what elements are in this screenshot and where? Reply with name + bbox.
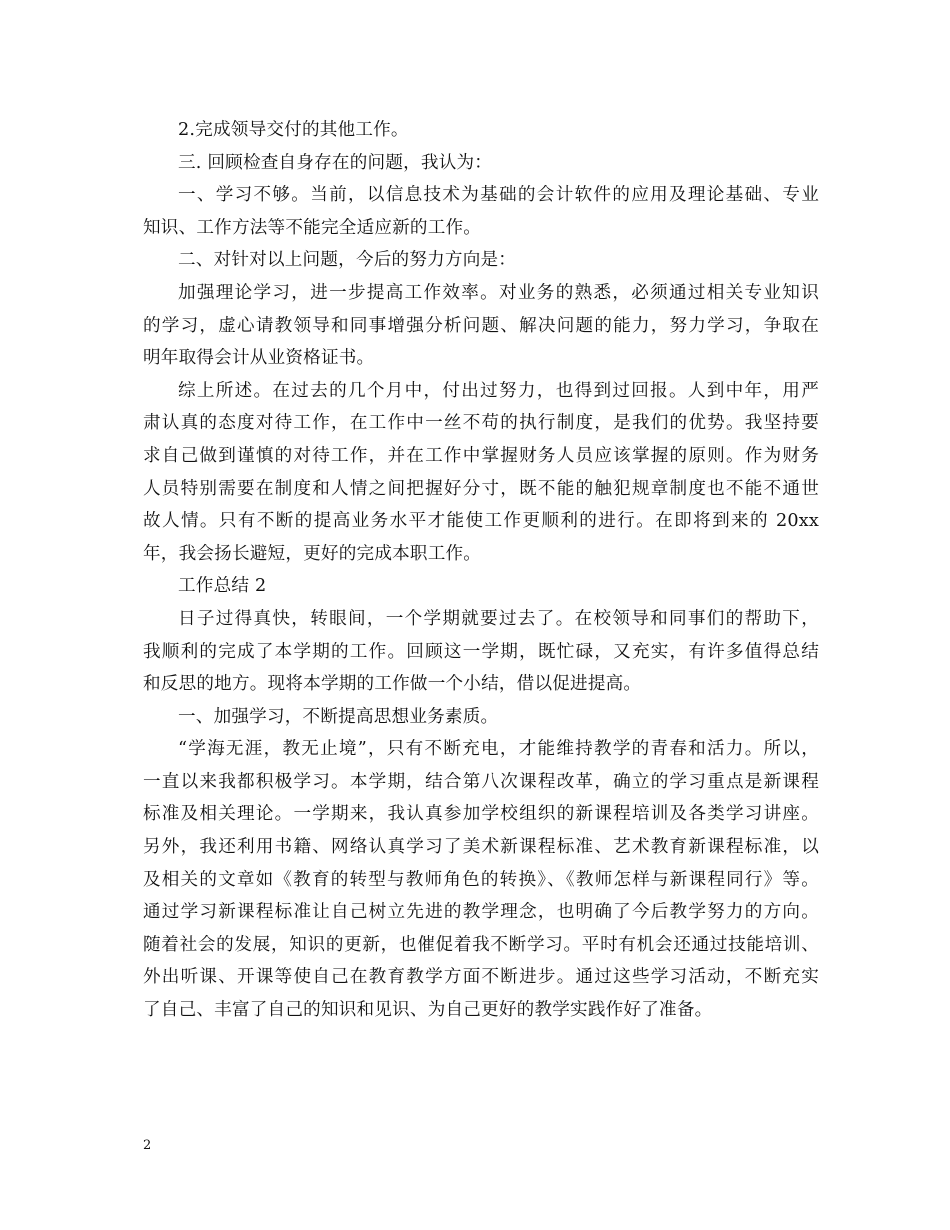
text-line: 知识、工作方法等不能完全适应新的工作。 — [143, 217, 482, 238]
text-line: 求自己做到谨慎的对待工作，并在工作中掌握财务人员应该掌握的原则。作为财务 — [143, 445, 819, 466]
text-line: 三. 回顾检查自身存在的问题，我认为： — [178, 152, 493, 173]
text-line: 二、对针对以上问题，今后的努力方向是： — [178, 250, 517, 271]
text-line: 加强理论学习，进一步提高工作效率。对业务的熟悉，必须通过相关专业知识 — [178, 282, 819, 303]
text-line: 和反思的地方。现将本学期的工作做一个小结，借以促进提高。 — [143, 674, 642, 695]
text-line: 另外，我还利用书籍、网络认真学习了美术新课程标准、艺术教育新课程标准，以 — [143, 837, 819, 858]
text-line: 综上所述。在过去的几个月中，付出过努力，也得到过回报。人到中年，用严 — [178, 380, 819, 401]
text-line: 外出听课、开课等使自己在教育教学方面不断进步。通过这些学习活动，不断充实 — [143, 967, 819, 988]
section-heading: 工作总结 2 — [178, 576, 267, 597]
document-body — [143, 114, 819, 1027]
text-line: 明年取得会计从业资格证书。 — [143, 348, 375, 369]
text-line: 2.完成领导交付的其他工作。 — [178, 120, 409, 140]
text-line: 的学习，虚心请教领导和同事增强分析问题、解决问题的能力，努力学习，争取在 — [143, 315, 819, 336]
text-line: 通过学习新课程标准让自己树立先进的教学理念，也明确了今后教学努力的方向。 — [143, 902, 819, 923]
text-line: 年，我会扬长避短，更好的完成本职工作。 — [143, 543, 482, 564]
page-number: 2 — [143, 1138, 152, 1153]
text-line: 我顺利的完成了本学期的工作。回顾这一学期，既忙碌，又充实，有许多值得总结 — [143, 641, 819, 662]
text-line: 一、学习不够。当前，以信息技术为基础的会计软件的应用及理论基础、专业 — [178, 185, 819, 206]
text-line: 日子过得真快，转眼间，一个学期就要过去了。在校领导和同事们的帮助下， — [178, 608, 819, 629]
text-line: 肃认真的态度对待工作，在工作中一丝不苟的执行制度，是我们的优势。我坚持要 — [143, 413, 819, 434]
text-line: 故人情。只有不断的提高业务水平才能使工作更顺利的进行。在即将到来的 20xx — [143, 511, 819, 532]
text-line: 随着社会的发展，知识的更新，也催促着我不断学习。平时有机会还通过技能培训、 — [143, 934, 819, 955]
text-line: 标准及相关理论。一学期来，我认真参加学校组织的新课程培训及各类学习讲座。 — [143, 804, 819, 825]
text-line: 了自己、丰富了自己的知识和见识、为自己更好的教学实践作好了准备。 — [143, 1000, 713, 1021]
text-line: 及相关的文章如《教育的转型与教师角色的转换》、《教师怎样与新课程同行》等。 — [143, 869, 819, 890]
text-line: 一直以来我都积极学习。本学期，结合第八次课程改革，确立的学习重点是新课程 — [143, 771, 819, 792]
text-line: 一、加强学习，不断提高思想业务素质。 — [178, 706, 499, 727]
text-line: “学海无涯，教无止境”，只有不断充电，才能维持教学的青春和活力。所以， — [178, 739, 819, 760]
text-line: 人员特别需要在制度和人情之间把握好分寸，既不能的触犯规章制度也不能不通世 — [143, 478, 819, 499]
